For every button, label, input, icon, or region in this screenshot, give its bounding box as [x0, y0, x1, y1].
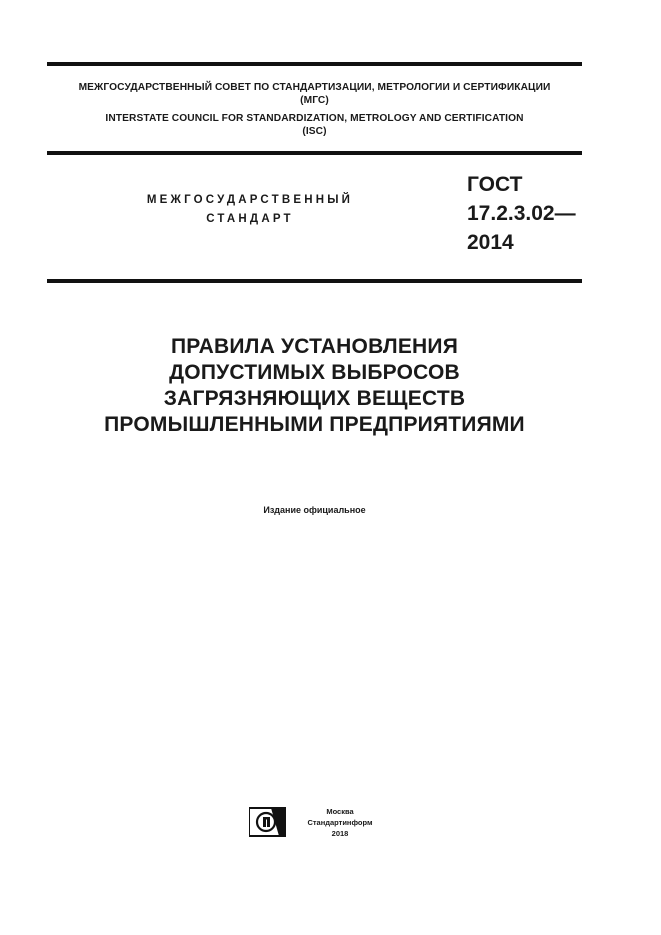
title-line3: ЗАГРЯЗНЯЮЩИХ ВЕЩЕСТВ — [163, 387, 466, 410]
publisher-block — [292, 806, 388, 839]
gost-year: 2014 — [467, 231, 514, 254]
top-rule — [47, 62, 582, 66]
publisher-year: 2018 — [331, 829, 349, 838]
standartinform-logo-icon — [249, 806, 287, 838]
document-title — [47, 334, 582, 438]
gost-number: 17.2.3.02— — [467, 202, 576, 225]
publisher-name: Стандартинформ — [307, 818, 373, 827]
standard-label-line1: МЕЖГОСУДАРСТВЕННЫЙ — [146, 194, 354, 206]
gost-prefix: ГОСТ — [467, 173, 523, 196]
title-line2: ДОПУСТИМЫХ ВЫБРОСОВ — [169, 361, 460, 384]
council-rule — [47, 151, 582, 155]
header-rule — [47, 279, 582, 283]
edition-label: Издание официальное — [263, 505, 366, 515]
standard-label-line2: СТАНДАРТ — [206, 213, 294, 225]
council-en-line1: INTERSTATE COUNCIL FOR STANDARDIZATION, METROLOGY AND CERTIFICATION — [105, 113, 524, 124]
council-ru-line2: (МГС) — [300, 95, 329, 106]
council-en-line2: (ISC) — [302, 126, 327, 137]
council-ru-line1: МЕЖГОСУДАРСТВЕННЫЙ СОВЕТ ПО СТАНДАРТИЗАЦИИ, МЕТРОЛОГИИ И СЕРТИФИКАЦИИ — [78, 82, 551, 93]
gost-designation — [467, 170, 576, 257]
title-line1: ПРАВИЛА УСТАНОВЛЕНИЯ — [170, 335, 459, 358]
publisher-city: Москва — [326, 807, 354, 816]
title-line4: ПРОМЫШЛЕННЫМИ ПРЕДПРИЯТИЯМИ — [104, 413, 525, 436]
